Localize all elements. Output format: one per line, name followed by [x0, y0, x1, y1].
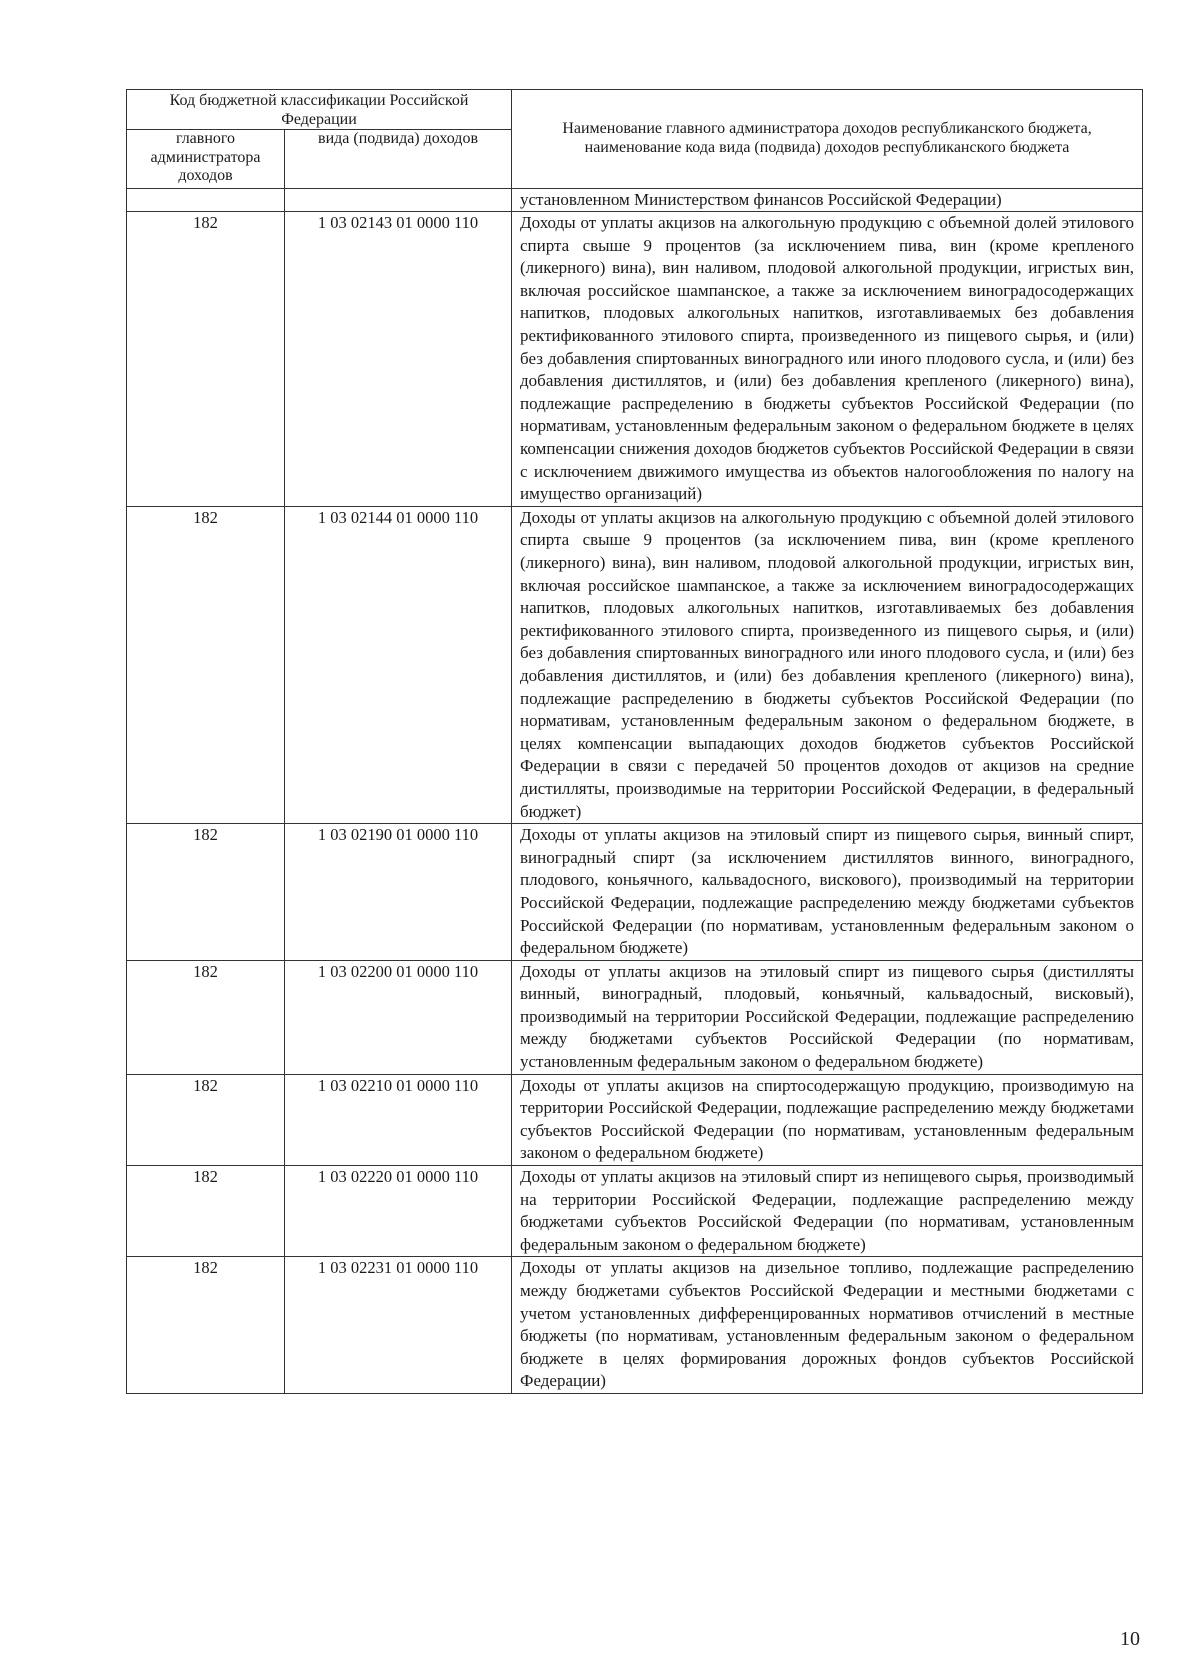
kbk-header: Код бюджетной классификации Российской Федерации	[127, 90, 512, 130]
continuation-text: установленном Министерством финансов Российской Федерации)	[512, 188, 1143, 212]
continuation-row	[127, 188, 1143, 212]
revenue-code: 1 03 02231 01 0000 110	[285, 1257, 512, 1394]
admin-code: 182	[127, 1166, 285, 1257]
revenue-code: 1 03 02220 01 0000 110	[285, 1166, 512, 1257]
revenue-code: 1 03 02144 01 0000 110	[285, 506, 512, 823]
revenue-code: 1 03 02143 01 0000 110	[285, 212, 512, 507]
revenue-code: 1 03 02210 01 0000 110	[285, 1074, 512, 1165]
page-number: 10	[1120, 1628, 1140, 1650]
admin-code: 182	[127, 1074, 285, 1165]
table-row	[127, 960, 1143, 1074]
name-column-header: Наименование главного администратора доходов республиканского бюджета, наименование кода вида (подвида) доходов республиканского бюджета	[512, 90, 1143, 189]
revenue-classification-table	[126, 89, 1143, 1394]
admin-code: 182	[127, 1257, 285, 1394]
continuation-admin-cell	[127, 188, 285, 212]
continuation-code-cell	[285, 188, 512, 212]
admin-code: 182	[127, 212, 285, 507]
revenue-description: Доходы от уплаты акцизов на алкогольную продукцию с объемной долей этилового спирта свыше 9 процентов (за исключением пива, вин (кроме крепленого (ликерного) вина), вин наливом, плодовой алкогольной продукции, игристых вин, включая российское шампанское, а также за исключением виноградосодержащих напитков, плодовых алкогольных напитков, изготавливаемых без добавления ректификованного этилового спирта, произведенного из пищевого сырья, и (или) без добавления спиртованных виноградного или иного плодового сусла, и (или) без добавления дистиллятов, и (или) без добавления крепленого (ликерного) вина), подлежащие распределению в бюджеты субъектов Российской Федерации (по нормативам, установленным федеральным законом о федеральном бюджете в целях компенсации снижения доходов бюджетов субъектов Российской Федерации в связи с исключением движимого имущества из объектов налогообложения по налогу на имущество организаций)	[512, 212, 1143, 507]
revenue-description: Доходы от уплаты акцизов на этиловый спирт из пищевого сырья, винный спирт, виноградный спирт (за исключением дистиллятов винного, виноградного, плодового, коньячного, кальвадосного, вискового), производимый на территории Российской Федерации, подлежащие распределению между бюджетами субъектов Российской Федерации (по нормативам, установленным федеральным законом о федеральном бюджете)	[512, 824, 1143, 961]
admin-code: 182	[127, 506, 285, 823]
revenue-description: Доходы от уплаты акцизов на дизельное топливо, подлежащие распределению между бюджетами субъектов Российской Федерации и местными бюджетами с учетом установленных дифференцированных нормативов отчислений в местные бюджеты (по нормативам, установленным федеральным законом о федеральном бюджете в целях формирования дорожных фондов субъектов Российской Федерации)	[512, 1257, 1143, 1394]
revenue-description: Доходы от уплаты акцизов на этиловый спирт из пищевого сырья (дистилляты винный, виноградный, плодовый, коньячный, кальвадосный, висковый), производимый на территории Российской Федерации, подлежащие распределению между бюджетами субъектов Российской Федерации (по нормативам, установленным федеральным законом о федеральном бюджете)	[512, 960, 1143, 1074]
table-row	[127, 212, 1143, 507]
revenue-description: Доходы от уплаты акцизов на спиртосодержащую продукцию, производимую на территории Российской Федерации, подлежащие распределению между бюджетами субъектов Российской Федерации (по нормативам, установленным федеральным законом о федеральном бюджете)	[512, 1074, 1143, 1165]
table-row	[127, 506, 1143, 823]
revenue-description: Доходы от уплаты акцизов на алкогольную продукцию с объемной долей этилового спирта свыше 9 процентов (за исключением пива, вин (кроме крепленого (ликерного) вина), вин наливом, плодовой алкогольной продукции, игристых вин, включая российское шампанское, а также за исключением виноградосодержащих напитков, плодовых алкогольных напитков, изготавливаемых без добавления ректификованного этилового спирта, произведенного из пищевого сырья, и (или) без добавления спиртованных виноградного или иного плодового сусла, и (или) без добавления дистиллятов, и (или) без добавления крепленого (ликерного) вина), подлежащие распределению в бюджеты субъектов Российской Федерации (по нормативам, установленным федеральным законом о федеральном бюджете, в целях компенсации выпадающих доходов бюджетов субъектов Российской Федерации в связи с передачей 50 процентов доходов от акцизов на средние дистилляты, производимые на территории Российской Федерации, в федеральный бюджет)	[512, 506, 1143, 823]
revenue-code: 1 03 02190 01 0000 110	[285, 824, 512, 961]
revenue-code: 1 03 02200 01 0000 110	[285, 960, 512, 1074]
admin-column-header: главного администратора доходов	[127, 130, 285, 189]
kind-column-header: вида (подвида) доходов	[285, 130, 512, 189]
revenue-description: Доходы от уплаты акцизов на этиловый спирт из непищевого сырья, производимый на территории Российской Федерации, подлежащие распределению между бюджетами субъектов Российской Федерации (по нормативам, установленным федеральным законом о федеральном бюджете)	[512, 1166, 1143, 1257]
table-row	[127, 1074, 1143, 1165]
table-row	[127, 1166, 1143, 1257]
table-row	[127, 824, 1143, 961]
header-row-top	[127, 90, 1143, 130]
table-row	[127, 1257, 1143, 1394]
admin-code: 182	[127, 824, 285, 961]
admin-code: 182	[127, 960, 285, 1074]
